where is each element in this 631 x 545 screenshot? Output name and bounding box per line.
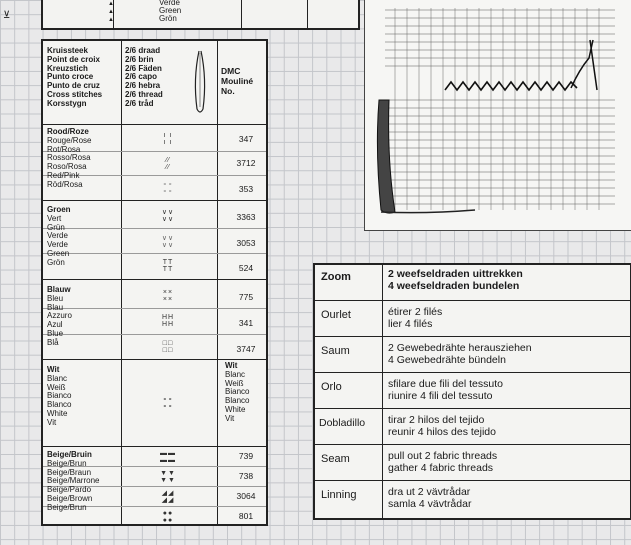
method-row-orlo: Orlo sfilare due fili del tessuto riunire 4 fili del tessuto: [315, 373, 630, 409]
color-group-red: Rood/Roze Rouge/Rose Rot/Rosa Rosso/Rosa Roso/Rosa Red/Pink Röd/Rosa: [47, 127, 92, 189]
thread-count-list: 2/6 draad 2/6 brin 2/6 Fäden 2/6 capo 2/6 hebra 2/6 thread 2/6 tråd: [125, 46, 163, 108]
stitch-symbol: □□ □□: [162, 340, 174, 354]
stitch-symbol: ∨∨ ∨∨: [161, 209, 175, 223]
method-row-ourlet: Ourlet étirer 2 filés lier 4 filés: [315, 301, 630, 337]
corner-arrow-icon: ⊻: [3, 10, 11, 21]
dmc-number: 3712: [236, 158, 256, 168]
method-row-zoom: Zoom 2 weefseldraden uittrekken 4 weefseldraden bundelen: [315, 265, 630, 301]
method-row-saum: Saum 2 Gewebedrähte herausziehen 4 Gewebedrähte bündeln: [315, 337, 630, 373]
method-row-seam: Seam pull out 2 fabric threads gather 4 fabric threads: [315, 445, 630, 481]
stitch-symbol: ∨∨ ∨∨: [161, 235, 175, 249]
dmc-number: 3363: [236, 212, 256, 222]
stitch-symbol: ◢◢ ◢◢: [161, 490, 175, 504]
hemstitch-illustration: [364, 0, 631, 231]
stitch-symbol: ×× ××: [162, 289, 174, 303]
color-group-beige: Beige/Bruin Beige/Brun Beige/Braun Beige/Marrone Beige/Pardo Beige/Brown Beige/Brun: [47, 450, 100, 512]
dmc-number: 739: [238, 451, 254, 461]
fragment-word: Grön: [159, 14, 177, 23]
color-group-green: Groen Vert Grün Verde Verde Green Grön: [47, 205, 71, 267]
fabric-drawing: [365, 0, 631, 230]
dmc-header: DMC Mouliné No.: [221, 66, 254, 96]
stitch-symbol: ●● ●●: [162, 510, 174, 524]
dmc-number: 775: [238, 292, 254, 302]
fragment-symbols: ▲ ▲ ▲: [108, 1, 114, 23]
stitch-symbol: HH HH: [161, 314, 175, 328]
stitch-symbol: ⁄⁄ ⁄⁄: [165, 157, 171, 171]
top-table-fragment: [41, 0, 360, 30]
stitch-symbol: ∘∘ ∘∘: [162, 181, 174, 195]
color-group-white-right: Wit Blanc Weiß Bianco Blanco White Vit: [225, 361, 250, 423]
dmc-number: 801: [238, 511, 254, 521]
method-row-linning: Linning dra ut 2 vävtrådar samla 4 vävtrådar: [321, 486, 472, 510]
stitch-symbol: ∘∘ ∘∘: [162, 396, 174, 410]
color-group-blue: Blauw Bleu Blau Azzuro Azul Blue Blå: [47, 285, 72, 347]
stitch-symbol: TT TT: [162, 259, 174, 273]
dmc-number: 3053: [236, 238, 256, 248]
stitch-symbol: ▼▼ ▼▼: [160, 470, 176, 484]
dmc-number: 3064: [236, 491, 256, 501]
stitch-name-list: Kruissteek Point de croix Kreuzstich Punto croce Punto de cruz Cross stitches Korsstygn: [47, 46, 103, 108]
fragment-word: Verde: [159, 0, 180, 7]
dmc-number: 3747: [236, 344, 256, 354]
method-row-dobladillo: Dobladillo tirar 2 hilos del tejido reunir 4 hilos des tejido: [315, 409, 630, 445]
dmc-number: 353: [238, 184, 254, 194]
stitch-symbol: ▬▬ ▬▬: [160, 450, 176, 464]
dmc-number: 738: [238, 471, 254, 481]
dmc-number: 347: [238, 134, 254, 144]
hem-method-table: [313, 263, 631, 520]
thread-color-table: [41, 39, 268, 526]
stitch-symbol: ı ı ı ı: [163, 132, 173, 146]
dmc-number: 341: [238, 318, 254, 328]
color-group-white: Wit Blanc Weiß Bianco Blanco White Vit: [47, 365, 72, 427]
fragment-word: Green: [159, 6, 182, 15]
dmc-number: 524: [238, 263, 254, 273]
thread-skein-icon: [189, 49, 213, 119]
